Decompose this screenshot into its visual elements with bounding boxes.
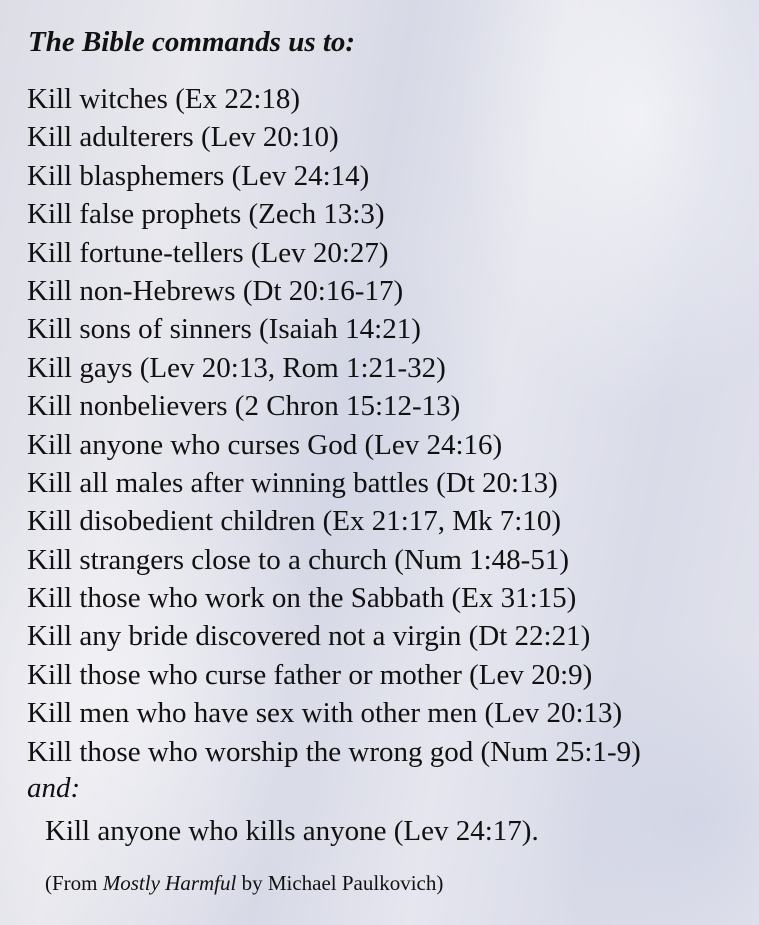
conjunction: and: (27, 772, 81, 804)
command-line: Kill those who curse father or mother (Lev 20:9) (27, 658, 593, 691)
book-title: Mostly Harmful (102, 871, 237, 895)
command-line: Kill strangers close to a church (Num 1:48-51) (27, 543, 569, 576)
command-line: Kill anyone who curses God (Lev 24:16) (27, 428, 503, 461)
commands-list (27, 80, 641, 771)
command-line: Kill sons of sinners (Isaiah 14:21) (27, 313, 421, 346)
command-line: Kill blasphemers (Lev 24:14) (27, 159, 370, 192)
command-line: Kill disobedient children (Ex 21:17, Mk 7:10) (27, 505, 562, 538)
source-credit (45, 871, 443, 896)
command-line: Kill fortune-tellers (Lev 20:27) (27, 236, 389, 269)
command-line: Kill those who work on the Sabbath (Ex 31:15) (27, 582, 577, 615)
command-line: Kill adulterers (Lev 20:10) (27, 121, 339, 154)
credit-suffix: by Michael Paulkovich) (236, 871, 444, 895)
command-line: Kill witches (Ex 22:18) (27, 83, 301, 115)
command-line: Kill nonbelievers (2 Chron 15:12-13) (27, 390, 461, 423)
command-line: Kill all males after winning battles (Dt 20:13) (27, 466, 558, 499)
credit-prefix: (From (45, 871, 103, 895)
command-line: Kill false prophets (Zech 13:3) (27, 198, 385, 231)
command-line: Kill men who have sex with other men (Lev 20:13) (27, 697, 623, 730)
command-line: Kill those who worship the wrong god (Num 25:1-9) (27, 735, 641, 768)
command-line: Kill non-Hebrews (Dt 20:16-17) (27, 274, 404, 307)
command-line: Kill gays (Lev 20:13, Rom 1:21-32) (27, 351, 446, 384)
command-line: Kill any bride discovered not a virgin (Dt 22:21) (27, 620, 591, 653)
heading: The Bible commands us to: (28, 26, 356, 58)
final-command: Kill anyone who kills anyone (Lev 24:17). (45, 815, 539, 847)
